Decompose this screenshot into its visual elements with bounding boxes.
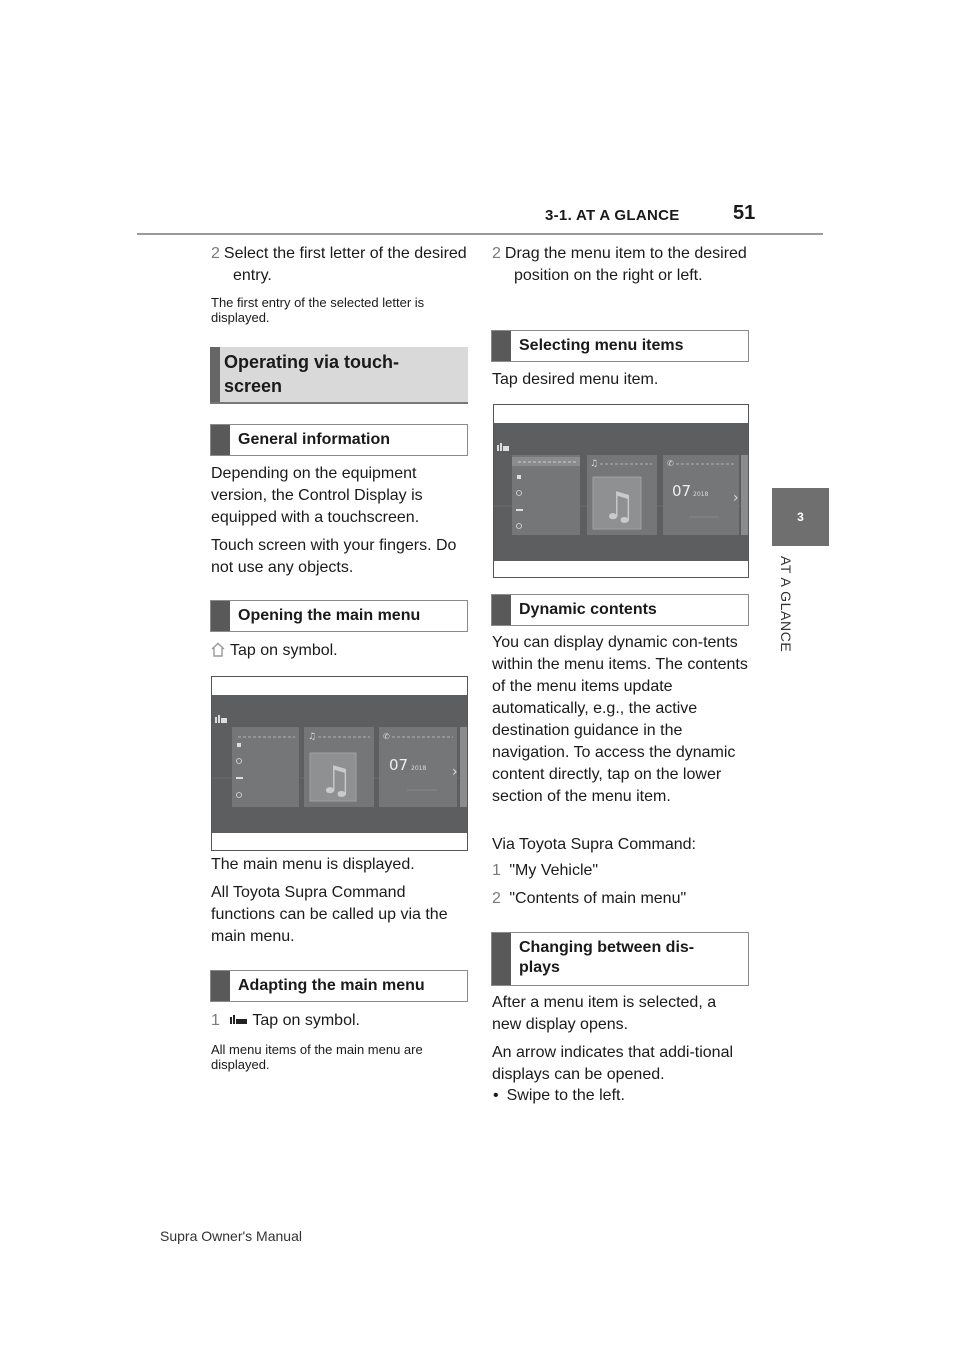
chapter-tab [772, 488, 829, 546]
page-number: 51 [733, 202, 756, 224]
chapter-label: AT A GLANCE [778, 556, 794, 653]
svg-text:♫: ♫ [308, 732, 317, 742]
svg-text:♫: ♫ [602, 484, 637, 528]
step-2-drag-item: 2 Drag the menu item to the desired position on the right or left. [492, 245, 747, 284]
step-2-select-letter: 2 Select the first letter of the desired entry. [211, 245, 467, 284]
general-paragraph-2: Touch screen with your fingers. Do not use any objects. [211, 537, 457, 576]
header-divider [137, 233, 823, 235]
open-paragraph-2: All Toyota Supra Command functions can be called up via the main menu. [211, 884, 448, 945]
main-menu-screenshot [211, 676, 468, 851]
svg-text:♫: ♫ [590, 459, 599, 469]
dynamic-paragraph-1: You can display dynamic con-tents within the menu items. The contents of the menu items update automatically, e.g., the active destination guidance in the navigation. To access the dynamic content directly, tap on the lower section of the menu item. [492, 634, 748, 805]
select-paragraph: Tap desired menu item. [492, 371, 659, 388]
general-paragraph-1: Depending on the equipment version, the Control Display is equipped with a touchscreen. [211, 465, 423, 526]
heading-adapting-main-menu: Adapting the main menu [210, 970, 468, 1002]
dynamic-paragraph-2: Via Toyota Supra Command: [492, 836, 696, 853]
heading-dynamic-contents: Dynamic contents [491, 594, 749, 626]
open-paragraph-1: The main menu is displayed. [211, 856, 415, 873]
dynamic-step-1: 1 "My Vehicle" [492, 862, 599, 879]
menu-items-icon [230, 1014, 248, 1026]
footer-manual-name: Supra Owner's Manual [160, 1228, 302, 1244]
step-2-note: The first entry of the selected letter is displayed. [211, 295, 425, 325]
heading-changing-displays: Changing between dis-plays [491, 932, 749, 986]
svg-text:♫: ♫ [319, 758, 354, 802]
chevron-right-icon: › [733, 490, 739, 506]
changing-bullet: • Swipe to the left. [493, 1085, 743, 1107]
open-tap-line: Tap on symbol. [211, 640, 461, 662]
date-day: 07 [672, 482, 692, 500]
svg-text:✆: ✆ [667, 459, 674, 468]
dynamic-step-2: 2 "Contents of main menu" [492, 890, 687, 907]
changing-paragraph-2: An arrow indicates that addi-tional displays can be opened. [492, 1044, 734, 1083]
section-title: 3-1. AT A GLANCE [545, 207, 680, 224]
adapt-note: All menu items of the main menu are displayed. [211, 1042, 423, 1072]
heading-opening-main-menu: Opening the main menu [210, 600, 468, 632]
home-icon [211, 642, 225, 657]
heading-selecting-menu-items: Selecting menu items [491, 330, 749, 362]
heading-operating-touchscreen: Operating via touch-screen [210, 347, 468, 404]
date-year: 2018 [693, 491, 709, 498]
chapter-number: 3 [797, 510, 804, 524]
heading-general-information: General information [210, 424, 468, 456]
date-year: 2018 [411, 765, 427, 772]
date-day: 07 [389, 756, 409, 774]
adapt-step-1: 1 Tap on symbol. [211, 1012, 360, 1029]
chevron-right-icon: › [452, 764, 458, 780]
select-menu-screenshot [493, 404, 749, 578]
svg-text:✆: ✆ [383, 732, 390, 741]
changing-paragraph-1: After a menu item is selected, a new display opens. [492, 994, 717, 1033]
